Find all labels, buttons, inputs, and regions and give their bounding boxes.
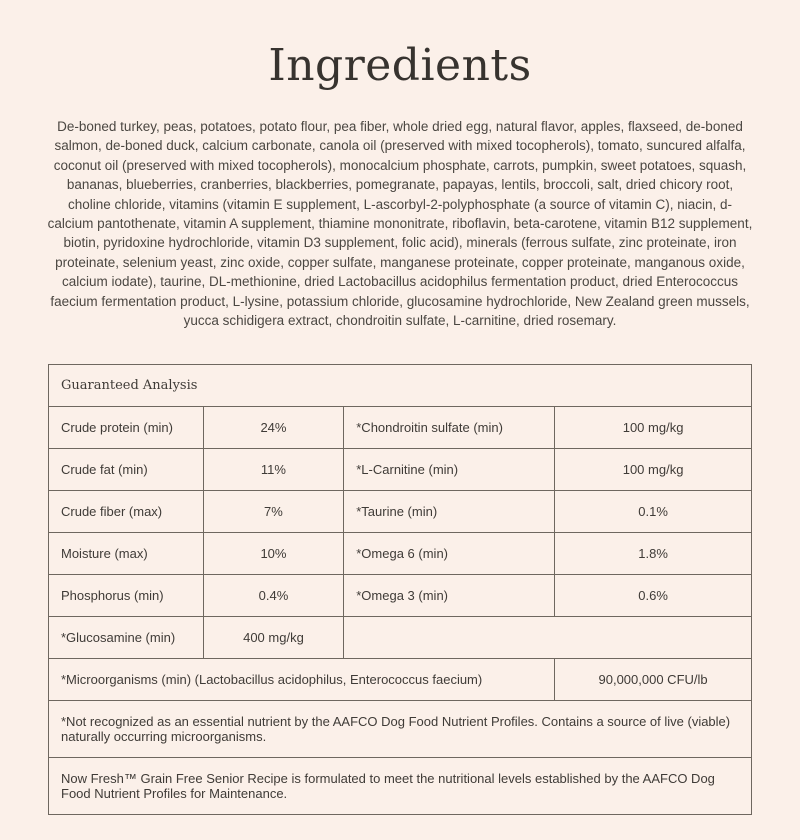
table-row	[49, 407, 752, 449]
nutrient-value: 0.6%	[555, 575, 752, 617]
nutrient-value: 100 mg/kg	[555, 449, 752, 491]
nutrient-value: 24%	[203, 407, 344, 449]
nutrient-value: 7%	[203, 491, 344, 533]
nutrient-label: Phosphorus (min)	[49, 575, 204, 617]
nutrient-value: 1.8%	[555, 533, 752, 575]
nutrient-value: 100 mg/kg	[555, 407, 752, 449]
nutrient-label: *Glucosamine (min)	[49, 617, 204, 659]
nutrient-label: Moisture (max)	[49, 533, 204, 575]
guaranteed-analysis-table	[48, 364, 752, 815]
statement-row	[49, 758, 752, 815]
nutrient-label: Crude protein (min)	[49, 407, 204, 449]
nutrient-label: Crude fat (min)	[49, 449, 204, 491]
analysis-header-row	[49, 365, 752, 407]
table-row	[49, 575, 752, 617]
nutrient-label: *Omega 6 (min)	[344, 533, 555, 575]
nutrient-label: *Omega 3 (min)	[344, 575, 555, 617]
ingredients-page	[0, 40, 800, 840]
footnote-row	[49, 701, 752, 758]
nutrient-value: 0.4%	[203, 575, 344, 617]
nutrient-value: 10%	[203, 533, 344, 575]
nutrient-value: 0.1%	[555, 491, 752, 533]
glucosamine-row	[49, 617, 752, 659]
nutrient-label: *Chondroitin sulfate (min)	[344, 407, 555, 449]
aafco-footnote: *Not recognized as an essential nutrient by the AAFCO Dog Food Nutrient Profiles. Contains a source of live (viable) naturally occurring microorganisms.	[49, 701, 752, 758]
ingredients-paragraph: De-boned turkey, peas, potatoes, potato flour, pea fiber, whole dried egg, natural flavor, apples, flaxseed, de-boned salmon, de-boned duck, calcium carbonate, canola oil (preserved with mixed tocopherols), tomato, suncured alfalfa, coconut oil (preserved with mixed tocopherols), monocalcium phosphate, carrots, pumpkin, sweet potatoes, squash, bananas, blueberries, cranberries, blackberries, pomegranate, papayas, lentils, broccoli, salt, dried chicory root, choline chloride, vitamins (vitamin E supplement, L-ascorbyl-2-polyphosphate (a source of vitamin C), niacin, d-calcium pantothenate, vitamin A supplement, thiamine mononitrate, riboflavin, beta-carotene, vitamin B12 supplement, biotin, pyridoxine hydrochloride, vitamin D3 supplement, folic acid), minerals (ferrous sulfate, zinc proteinate, iron proteinate, selenium yeast, zinc oxide, copper sulfate, manganese proteinate, copper proteinate, manganous oxide, calcium iodate), taurine, DL-methionine, dried Lactobacillus acidophilus fermentation product, dried Enterococcus faecium fermentation product, L-lysine, potassium chloride, glucosamine hydrochloride, New Zealand green mussels, yucca schidigera extract, chondroitin sulfate, L-carnitine, dried rosemary.	[47, 119, 753, 329]
analysis-table-title: Guaranteed Analysis	[49, 365, 752, 407]
nutrient-value: 90,000,000 CFU/lb	[555, 659, 752, 701]
nutrient-value: 400 mg/kg	[203, 617, 344, 659]
empty-cell	[344, 617, 752, 659]
nutrient-label: *Microorganisms (min) (Lactobacillus acidophilus, Enterococcus faecium)	[49, 659, 555, 701]
nutrient-label: Crude fiber (max)	[49, 491, 204, 533]
microorganisms-row	[49, 659, 752, 701]
nutrient-label: *Taurine (min)	[344, 491, 555, 533]
table-row	[49, 449, 752, 491]
page-title: Ingredients	[268, 40, 532, 91]
nutrient-label: *L-Carnitine (min)	[344, 449, 555, 491]
table-row	[49, 533, 752, 575]
aafco-statement: Now Fresh™ Grain Free Senior Recipe is formulated to meet the nutritional levels established by the AAFCO Dog Food Nutrient Profiles for Maintenance.	[49, 758, 752, 815]
table-row	[49, 491, 752, 533]
nutrient-value: 11%	[203, 449, 344, 491]
